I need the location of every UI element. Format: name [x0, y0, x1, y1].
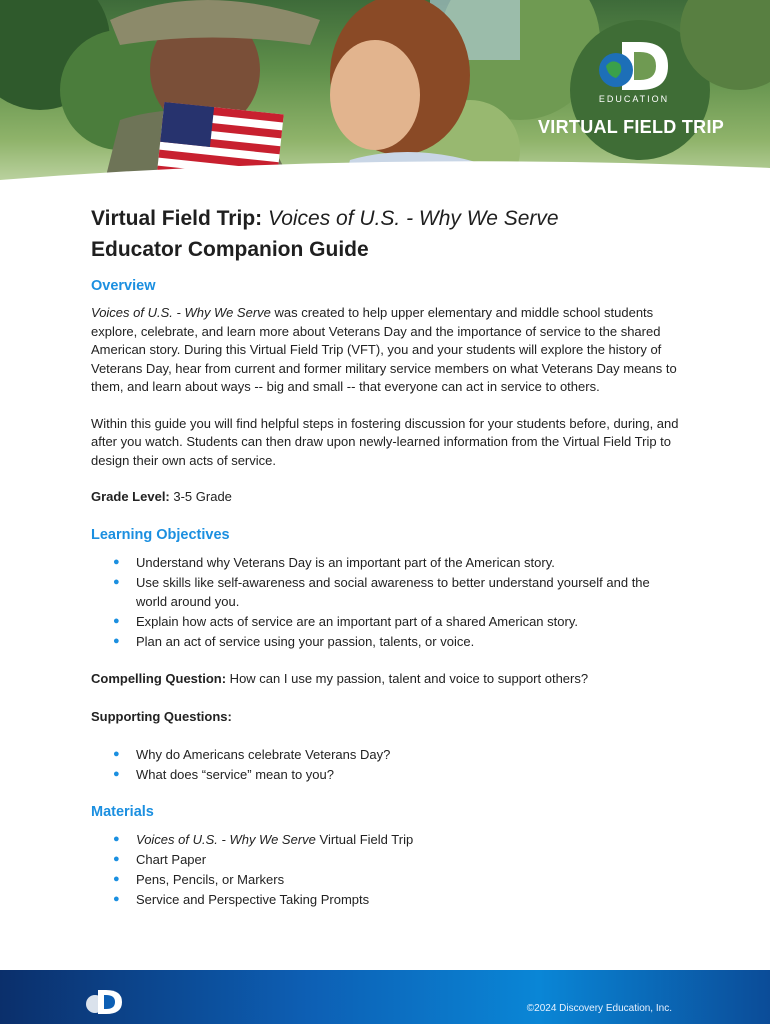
discovery-d-icon: [594, 40, 670, 92]
list-item: ● Voices of U.S. - Why We Serve Virtual Field Trip: [113, 831, 414, 847]
overview-text: was created to help upper elementary and middle school students explore, celebrate, and learn more about Veterans Day and the importance of service to the shared American story. During this Virtual Field Trip (VFT), you and your students will explore the history of Veterans Day, hear from current and former military service members on what Veterans Day means to them, and learn about ways -- big and small -- that everyone can act in service to others.: [91, 305, 677, 394]
list-item: ● Plan an act of service using your passion, talents, or voice.: [113, 633, 475, 649]
list-item: ● Explain how acts of service are an important part of a shared American story.: [113, 613, 578, 629]
materials-heading: Materials: [91, 803, 154, 820]
compelling-value: How can I use my passion, talent and voice to support others?: [226, 670, 589, 686]
header-photo: [0, 0, 770, 200]
bullet-icon: ●: [113, 555, 120, 568]
title-line2: Educator Companion Guide: [91, 238, 369, 261]
discovery-footer-icon: [84, 988, 124, 1016]
guide-content: [91, 203, 681, 910]
supporting-list: [91, 745, 681, 784]
grade-label: Grade Level:: [91, 489, 170, 504]
list-item: ● Pens, Pencils, or Markers: [113, 871, 285, 887]
bullet-icon: ●: [113, 634, 120, 647]
compelling-question: [91, 670, 681, 689]
footer-banner: [0, 970, 770, 1024]
page-title: [91, 203, 681, 265]
compelling-label: Compelling Question:: [91, 670, 227, 686]
overview-heading: Overview: [91, 278, 156, 294]
overview-paragraph-2: Within this guide you will find helpful steps in fostering discussion for your students before, during, and after you watch. Students can then draw upon newly-learned information from the Virtual Field Trip to design their own acts of service.: [91, 415, 679, 468]
list-item: ● Service and Perspective Taking Prompts: [113, 891, 370, 907]
list-item: ● Chart Paper: [113, 851, 207, 867]
materials-list: [91, 830, 681, 909]
list-item: ● What does “service” mean to you?: [113, 766, 334, 782]
objectives-heading: Learning Objectives: [91, 526, 230, 543]
overview-paragraph-1: [91, 304, 681, 397]
supporting-questions-label: Supporting Questions:: [91, 709, 232, 724]
title-italic: Voices of U.S. - Why We Serve: [262, 207, 559, 230]
banner-title: VIRTUAL FIELD TRIP: [538, 117, 725, 137]
bullet-icon: ●: [113, 747, 120, 760]
bullet-icon: ●: [113, 614, 120, 627]
title-prefix: Virtual Field Trip:: [91, 207, 263, 230]
grade-level: [91, 488, 681, 507]
list-item: ● Use skills like self-awareness and social awareness to better understand yourself and the world around you.: [113, 574, 650, 609]
bullet-icon: ●: [113, 575, 120, 588]
bullet-icon: ●: [113, 832, 120, 845]
header-curve: [0, 150, 770, 200]
objectives-list: [91, 553, 681, 651]
copyright: ©2024 Discovery Education, Inc.: [526, 1003, 672, 1014]
bullet-icon: ●: [113, 892, 120, 905]
overview-italic: Voices of U.S. - Why We Serve: [91, 305, 271, 320]
logo-label: EDUCATION: [598, 94, 670, 104]
bullet-icon: ●: [113, 767, 120, 780]
list-item: ● Understand why Veterans Day is an important part of the American story.: [113, 554, 555, 570]
list-item: ● Why do Americans celebrate Veterans Day?: [113, 746, 391, 762]
bullet-icon: ●: [113, 872, 120, 885]
bullet-icon: ●: [113, 852, 120, 865]
grade-value: 3-5 Grade: [169, 489, 232, 504]
